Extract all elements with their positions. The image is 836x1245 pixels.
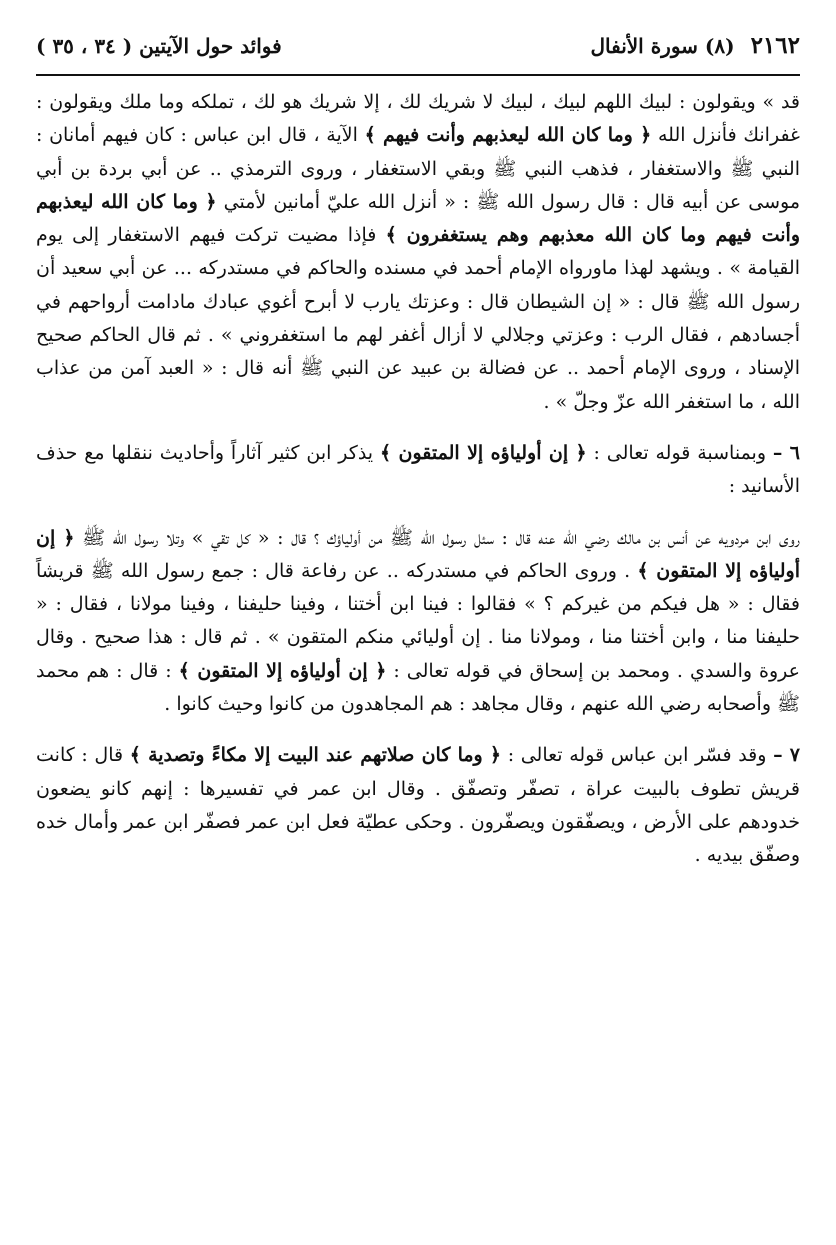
quran-verse: ﴿ إن أولياؤه إلا المتقون ﴾ [36, 526, 800, 582]
page-number: ٢١٦٢ [750, 32, 800, 59]
text-run: الآية ، قال ابن عباس : كان فيهم أمانان : النبي ﷺ والاستغفار ، فذهب النبي ﷺ وبقي الاستغفار ، وروى الترمذي .. عن أبي بردة بن أبي موسى عن أبيه قال : قال رسول الله ﷺ : « أنزل الله عليّ أمانين لأمتي [36, 124, 801, 213]
surah-title: (٨) سورة الأنفال [590, 34, 735, 58]
header-right-group [590, 32, 800, 59]
text-run: يذكر ابن كثير آثاراً وأحاديث ننقلها مع حذف الأسانيد : [36, 441, 800, 498]
quran-verse: ﴿ إن أولياؤه إلا المتقون ﴾ [379, 441, 587, 464]
paragraph [36, 86, 800, 419]
quran-verse: ﴿ وما كان صلاتهم عند البيت إلا مكاءً وتصدية ﴾ [129, 744, 502, 767]
text-run: روى ابن مردويه عن أنس بن مالك رضي الله عنه قال : سئل رسول الله ﷺ من أولياؤك ؟ قال : « كل تقي » وتلا رسول الله ﷺ [74, 526, 801, 549]
header-rule [36, 74, 800, 76]
text-run: قال : كانت قريش تطوف بالبيت عراة ، تصفّر وتصفّق . وقال ابن عمر في تفسيرها : إنهم كانو يضعون خدودهم على الأرض ، ويصفّقون ويصفّرون . وحكى عطيّة فعل ابن عمر فصفّر ابن عمر وأمال خده وصفّق بيديه . [36, 744, 800, 867]
text-run: فإذا مضيت تركت فيهم الاستغفار إلى يوم القيامة » . ويشهد لهذا ماورواه الإمام أحمد في مسنده والحاكم في مستدركه ... عن أبي سعيد أن رسول الله ﷺ قال : « إن الشيطان قال : وعزتك يارب لا أبرح أغوي عبادك مادامت أرواحهم في أجسادهم ، فقال الرب : وعزتي وجلالي لا أزال أغفر لهم ما استغفروني » . ثم قال الحاكم صحيح الإسناد ، وروى الإمام أحمد .. عن فضالة بن عبيد عن النبي ﷺ أنه قال : « العبد آمن من عذاب الله ، ما استغفر الله عزّ وجلّ » . [36, 224, 800, 413]
text-run: وبمناسبة قوله تعالى : [586, 441, 773, 464]
text-run: قد » ويقولون : لبيك اللهم لبيك ، لبيك لا شريك لك ، إلا شريك هو لك ، تملكه وما ملك ويقولون : غفرانك فأنزل الله [36, 91, 800, 147]
paragraph [36, 437, 800, 504]
text-run: وقد فسّر ابن عباس قوله تعالى : [501, 744, 774, 767]
text-run: : قال : هم محمد ﷺ وأصحابه رضي الله عنهم ، وقال مجاهد : هم المجاهدون من كانوا وحيث كانوا . [36, 659, 800, 716]
paragraph-number: ٦ – [772, 441, 801, 464]
paragraph [36, 739, 800, 872]
paragraph [36, 522, 800, 722]
quran-verse: ﴿ وما كان الله ليعذبهم وأنت فيهم وما كان الله معذبهم وهم يستغفرون ﴾ [36, 190, 800, 247]
paragraph-number: ٧ – [773, 744, 800, 767]
section-title: فوائد حول الآيتين ( ٣٤ ، ٣٥ ) [36, 34, 282, 58]
running-header [36, 32, 800, 74]
document-body [36, 86, 800, 873]
quran-verse: ﴿ وما كان الله ليعذبهم وأنت فيهم ﴾ [364, 124, 652, 147]
text-run: . وروى الحاكم في مستدركه .. عن رفاعة قال : جمع رسول الله ﷺ قريشاً فقال : « هل فيكم من غيركم ؟ » فقالوا : فينا ابن أختنا ، وفينا حليفنا ، وفينا مولانا ، فقال : « حليفنا منا ، وابن أختنا منا ، ومولانا منا . إن أوليائي منكم المتقون » . ثم قال : هذا صحيح . وقال عروة والسدي . ومحمد بن إسحاق في قوله تعالى : [36, 559, 800, 682]
quran-verse: ﴿ إن أولياؤه إلا المتقون ﴾ [178, 659, 387, 682]
